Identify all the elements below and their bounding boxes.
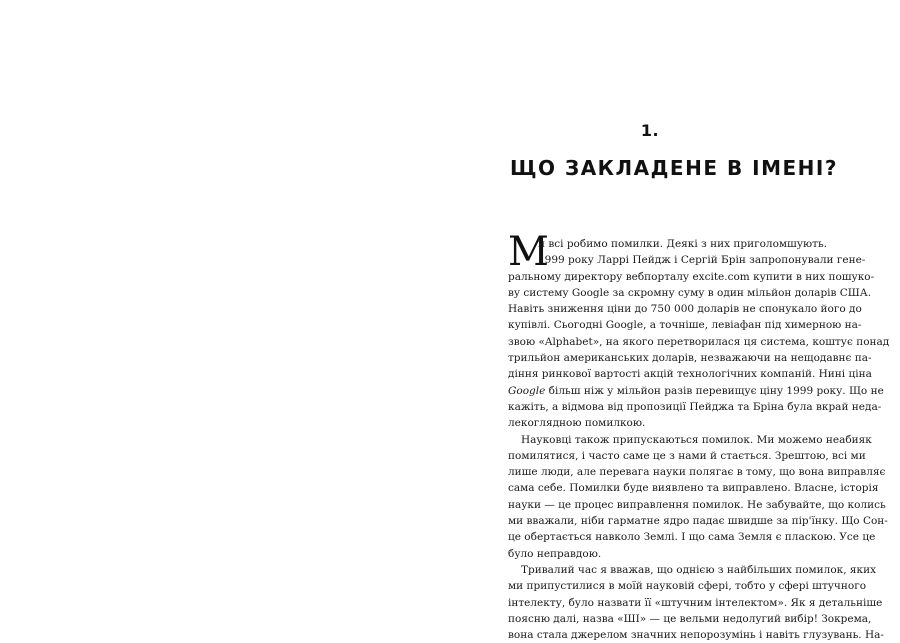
text-line: ву систему Google за скромну суму в один мільйон доларів США. (508, 286, 872, 299)
paragraph (508, 562, 884, 643)
chapter-number: 1. (640, 121, 660, 140)
text-line: Google більш ніж у мільйон разів перевищує ціну 1999 року. Що не (508, 384, 884, 397)
text-line: Тривалий час я вважав, що однією з найбільших помилок, яких (521, 563, 877, 576)
paragraph (508, 236, 890, 432)
chapter-title: ЩО ЗАКЛАДЕНЕ В ІМЕНІ? (510, 156, 838, 180)
text-line: було неправдою. (508, 547, 602, 560)
text-line: лекоглядною помилкою. (508, 417, 646, 430)
text-line: сама себе. Помилки буде виявлено та виправлено. Власне, історія (508, 482, 879, 495)
text-line: ми припустилися в моїй науковій сфері, тобто у сфері штучного (508, 580, 867, 593)
text-line: діння ринкової вартості акцій технологічних компаній. Нині ціна (508, 368, 872, 381)
text-line: інтелекту, було назвати її «штучним інтелектом». Як я детальніше (508, 596, 883, 609)
text-line: ральному директору вебпорталу excite.com купити в них пошуко- (508, 270, 875, 283)
text-line: помилятися, і часто саме це з нами й стається. Зрештою, всі ми (508, 449, 866, 462)
text-line: 1999 року Ларрі Пейдж і Сергій Брін запропонували гене- (538, 254, 866, 267)
text-line: лише люди, але перевага науки полягає в тому, що вона виправляє (508, 466, 886, 479)
text-line: звою «Alphabet», на якого перетворилася ця система, коштує понад (508, 335, 890, 348)
text-line: науки — це процес виправлення помилок. Не забувайте, що колись (508, 498, 886, 511)
text-line: це обертається навколо Землі. І що сама Земля є пласкою. Усе це (508, 531, 876, 544)
text-line: поясню далі, назва «ШІ» — це вельми недолугий вибір! Зокрема, (508, 612, 872, 625)
text-line: Науковці також припускаються помилок. Ми можемо неабияк (521, 433, 872, 446)
text-line: ми вважали, ніби гарматне ядро падає швидше за пір'їнку. Що Сон- (508, 515, 888, 528)
paragraph (508, 432, 888, 562)
chapter-body (508, 236, 890, 643)
text-line: трильйон американських доларів, незважаючи на нещодавнє па- (508, 352, 872, 365)
text-line: кажіть, а відмова від пропозиції Пейджа та Бріна була вкрай неда- (508, 400, 882, 413)
text-line: купівлі. Сьогодні Google, а точніше, левіафан під химерною на- (508, 319, 862, 332)
text-line: Навіть зниження ціни до 750 000 доларів не спонукало його до (508, 303, 862, 316)
drop-cap: М (508, 229, 549, 275)
text-line: вона стала джерелом значних непорозумінь і навіть глузувань. На- (508, 629, 884, 642)
text-line: и всі робимо помилки. Деякі з них приголомшують. (538, 238, 828, 250)
